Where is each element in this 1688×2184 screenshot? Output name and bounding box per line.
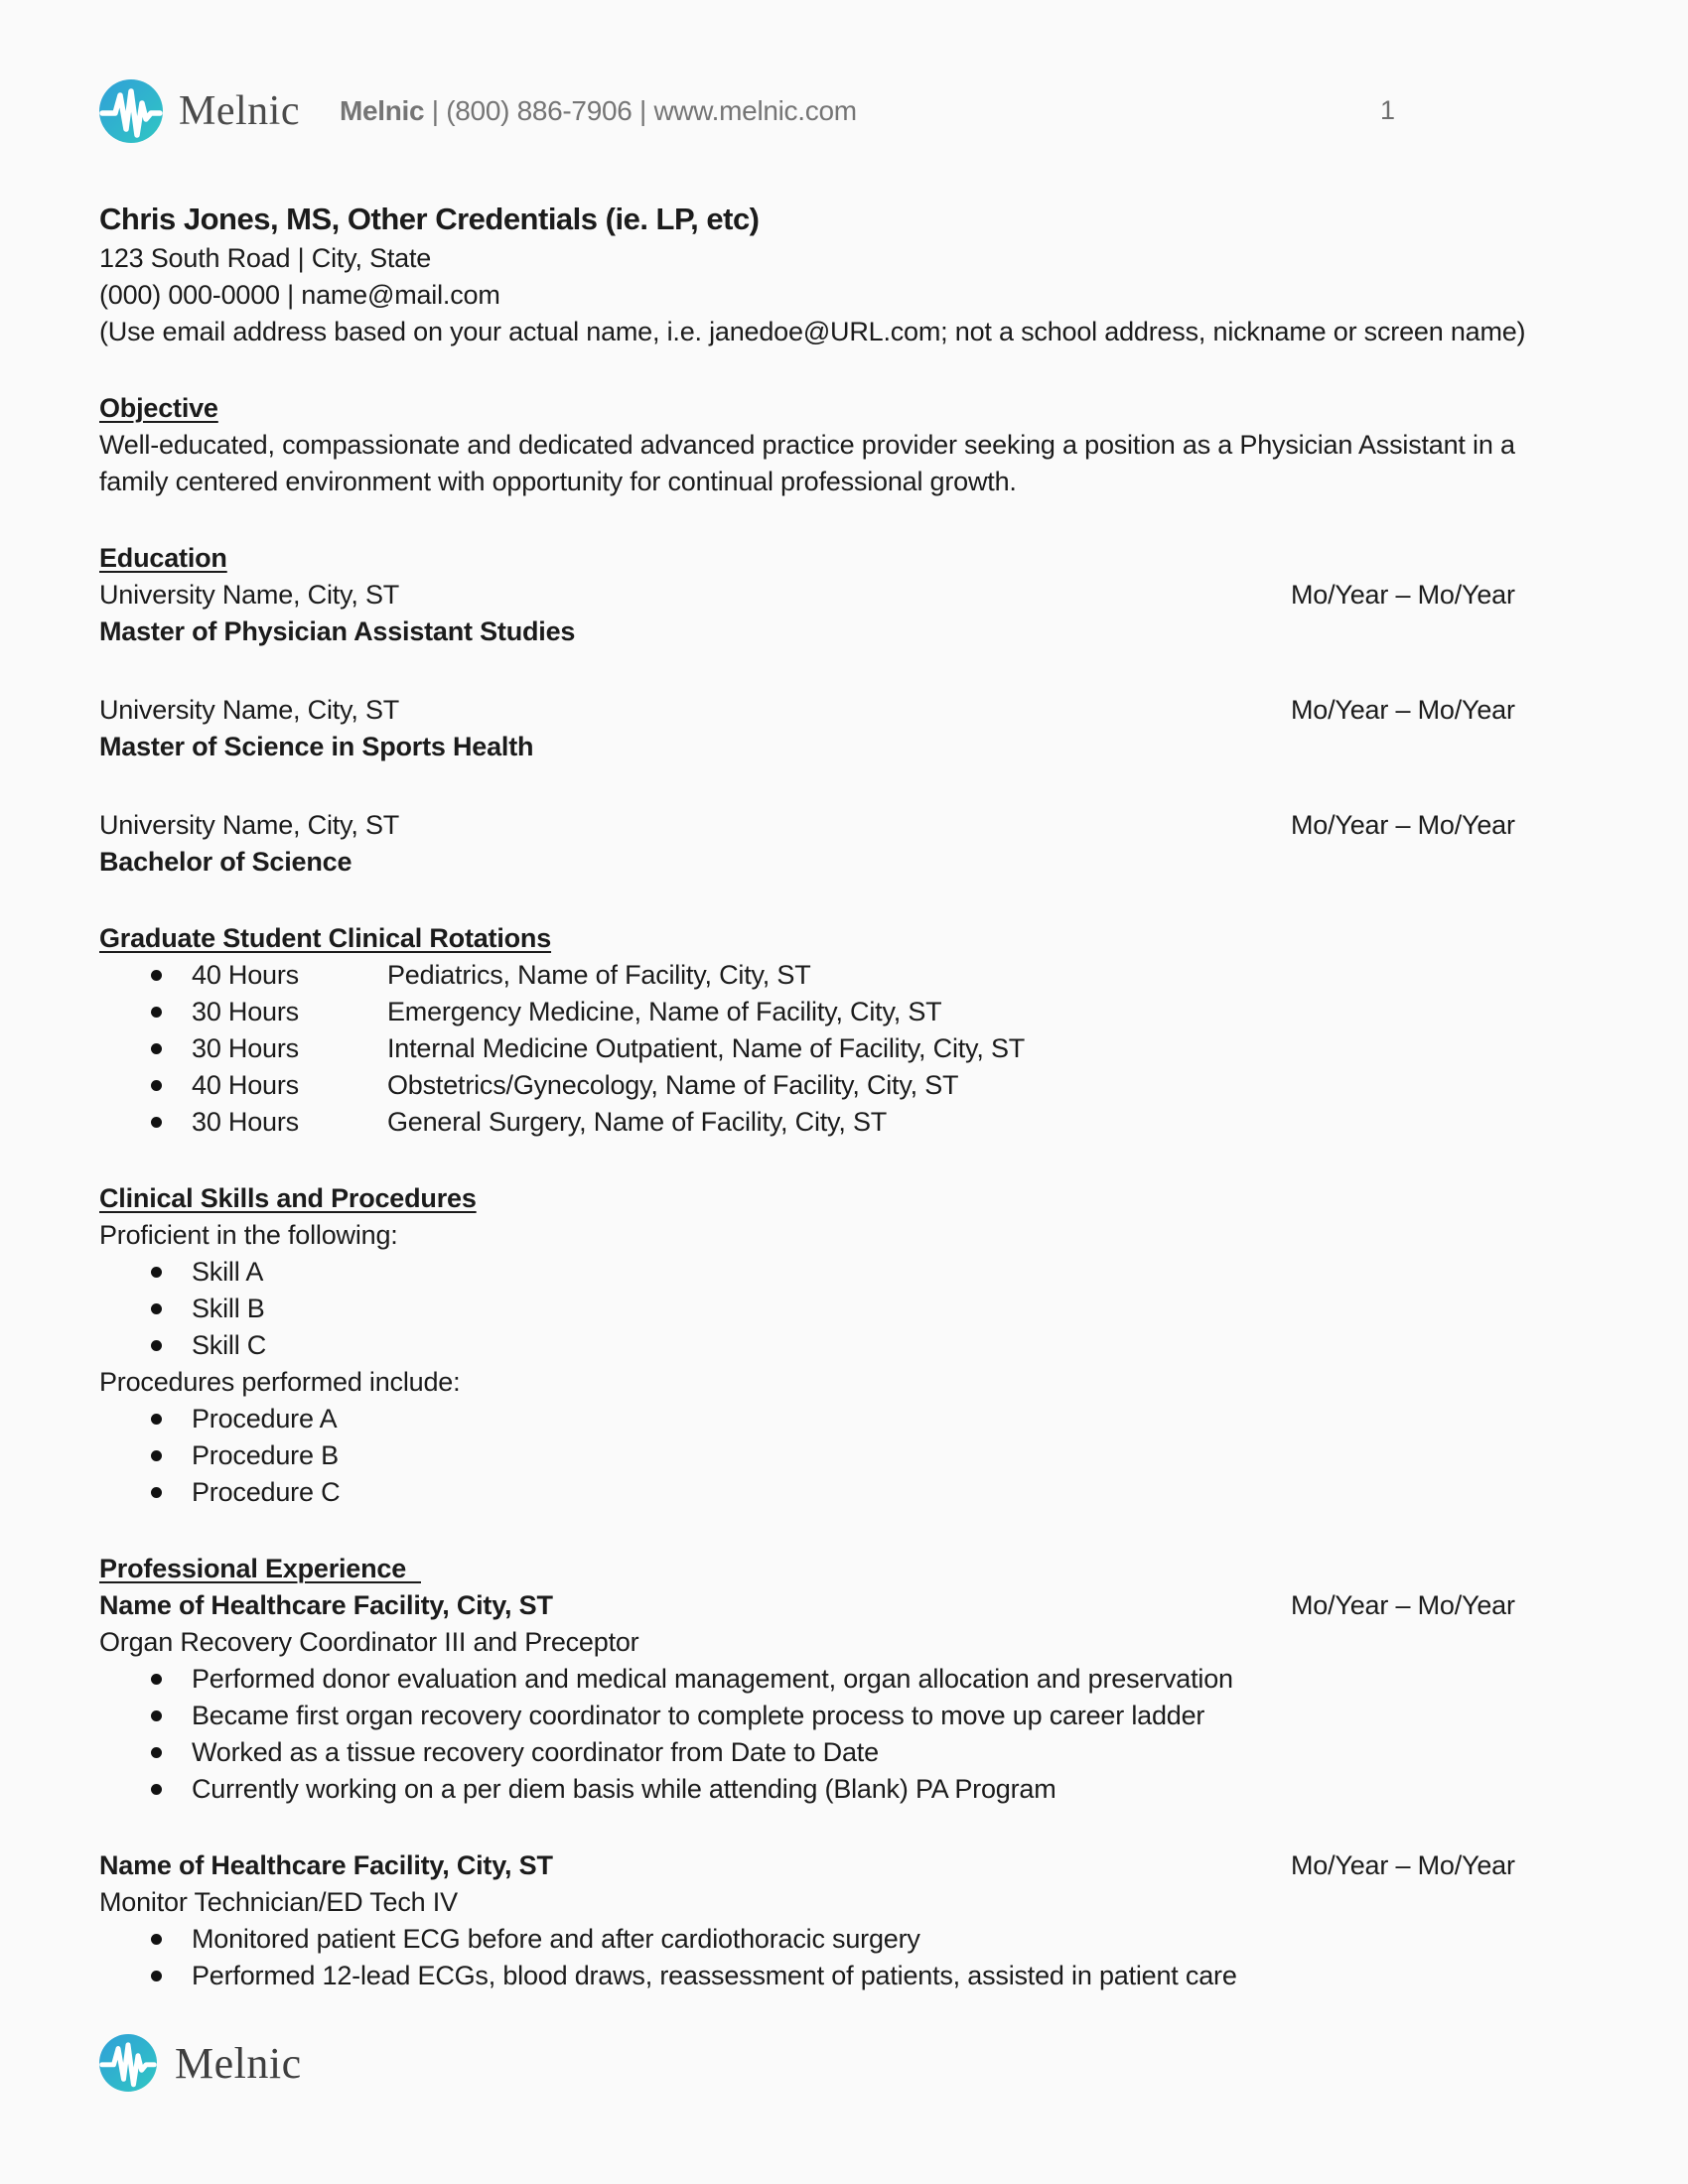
rotation-description: Pediatrics, Name of Facility, City, ST — [387, 960, 811, 990]
candidate-name: Chris Jones, MS, Other Credentials (ie. LP, etc) — [99, 202, 760, 236]
bullet-icon — [151, 1080, 162, 1091]
skill-text: Skill A — [192, 1257, 264, 1287]
bullet-icon — [151, 1340, 162, 1351]
bullet-icon — [151, 1674, 162, 1685]
rotation-item — [99, 994, 1589, 1030]
bullet-icon — [151, 1007, 162, 1018]
page-header — [99, 77, 1589, 145]
job-bullet — [99, 1958, 1589, 1994]
objective-text: Well-educated, compassionate and dedicated advanced practice provider seeking a position as a Physician Assistant in a family centered environment with opportunity for continual professional growth. — [99, 430, 1515, 496]
page-footer — [99, 2034, 1589, 2092]
rotation-item — [99, 1104, 1589, 1141]
job-dates: Mo/Year – Mo/Year — [1291, 1850, 1515, 1880]
bullet-icon — [151, 1487, 162, 1498]
degree-name: Bachelor of Science — [99, 847, 352, 877]
rotation-description: Emergency Medicine, Name of Facility, City, ST — [387, 997, 942, 1026]
rotation-hours: 40 Hours — [192, 1070, 299, 1100]
header-contact — [340, 95, 857, 127]
header-company-name: Melnic — [339, 95, 425, 126]
skills-heading: Clinical Skills and Procedures — [99, 1183, 477, 1213]
rotation-item — [99, 1067, 1589, 1104]
job-title: Organ Recovery Coordinator III and Preceptor — [99, 1627, 639, 1657]
rotation-hours: 30 Hours — [192, 997, 299, 1026]
heading-underline-tail — [406, 1581, 421, 1583]
procedure-item — [99, 1474, 1589, 1511]
bullet-icon — [151, 1450, 162, 1461]
education-entry — [99, 807, 1589, 881]
facility-name: Name of Healthcare Facility, City, ST — [99, 1590, 553, 1620]
job-bullet — [99, 1698, 1589, 1734]
degree-name: Master of Physician Assistant Studies — [99, 616, 576, 646]
identity-block — [99, 199, 1589, 350]
bullet-icon — [151, 1267, 162, 1278]
rotation-description: Obstetrics/Gynecology, Name of Facility, City, ST — [387, 1070, 959, 1100]
procedure-item — [99, 1437, 1589, 1474]
education-heading: Education — [99, 543, 227, 573]
rotation-item — [99, 957, 1589, 994]
skills-proficient-label: Proficient in the following: — [99, 1220, 398, 1250]
job-bullet — [99, 1661, 1589, 1698]
procedure-item — [99, 1401, 1589, 1437]
bullet-icon — [151, 1043, 162, 1054]
school-name: University Name, City, ST — [99, 580, 400, 610]
rotation-hours: 30 Hours — [192, 1033, 299, 1063]
email-note: (Use email address based on your actual name, i.e. janedoe@URL.com; not a school address, nickname or screen name) — [99, 317, 1526, 346]
procedure-text: Procedure B — [192, 1440, 339, 1470]
job-bullet-text: Performed 12-lead ECGs, blood draws, reassessment of patients, assisted in patient care — [192, 1961, 1237, 1990]
bullet-icon — [151, 1117, 162, 1128]
procedure-text: Procedure A — [192, 1404, 338, 1433]
experience-heading: Professional Experience — [99, 1551, 1589, 1587]
job-bullet — [99, 1771, 1589, 1808]
skill-item — [99, 1254, 1589, 1291]
bullet-icon — [151, 1414, 162, 1425]
candidate-address: 123 South Road | City, State — [99, 243, 432, 273]
job-bullet-text: Worked as a tissue recovery coordinator from Date to Date — [192, 1737, 879, 1767]
education-entry — [99, 692, 1589, 765]
education-entry — [99, 577, 1589, 650]
job-bullet-text: Currently working on a per diem basis while attending (Blank) PA Program — [192, 1774, 1056, 1804]
job-dates: Mo/Year – Mo/Year — [1291, 1590, 1515, 1620]
objective-heading: Objective — [99, 393, 218, 423]
school-name: University Name, City, ST — [99, 695, 400, 725]
header-contact-details: | (800) 886-7906 | www.melnic.com — [424, 95, 857, 126]
facility-name: Name of Healthcare Facility, City, ST — [99, 1850, 553, 1880]
job-bullet-text: Monitored patient ECG before and after cardiothoracic surgery — [192, 1924, 920, 1954]
school-name: University Name, City, ST — [99, 810, 400, 840]
logo-wordmark: Melnic — [179, 88, 300, 134]
skill-text: Skill C — [192, 1330, 267, 1360]
education-dates: Mo/Year – Mo/Year — [1291, 580, 1515, 610]
bullet-icon — [151, 1303, 162, 1314]
skill-item — [99, 1291, 1589, 1327]
rotation-hours: 40 Hours — [192, 960, 299, 990]
job-bullet — [99, 1734, 1589, 1771]
rotation-description: Internal Medicine Outpatient, Name of Facility, City, ST — [387, 1033, 1026, 1063]
degree-name: Master of Science in Sports Health — [99, 732, 534, 761]
experience-job — [99, 1587, 1589, 1808]
education-dates: Mo/Year – Mo/Year — [1291, 695, 1515, 725]
skill-item — [99, 1327, 1589, 1364]
procedures-label: Procedures performed include: — [99, 1367, 461, 1397]
experience-job — [99, 1847, 1589, 1994]
job-bullet-text: Performed donor evaluation and medical management, organ allocation and preservation — [192, 1664, 1233, 1694]
bullet-icon — [151, 1934, 162, 1945]
education-dates: Mo/Year – Mo/Year — [1291, 810, 1515, 840]
footer-logo-wordmark: Melnic — [175, 2038, 302, 2088]
bullet-icon — [151, 1784, 162, 1795]
job-bullet-text: Became first organ recovery coordinator to complete process to move up career ladder — [192, 1701, 1205, 1730]
job-title: Monitor Technician/ED Tech IV — [99, 1887, 458, 1917]
page-number: 1 — [1380, 95, 1396, 125]
procedure-text: Procedure C — [192, 1477, 341, 1507]
bullet-icon — [151, 1747, 162, 1758]
melnic-logo-icon — [99, 2034, 157, 2092]
melnic-logo-icon — [99, 79, 163, 143]
bullet-icon — [151, 1971, 162, 1981]
rotation-item — [99, 1030, 1589, 1067]
job-bullet — [99, 1921, 1589, 1958]
bullet-icon — [151, 970, 162, 981]
skill-text: Skill B — [192, 1294, 265, 1323]
rotations-heading: Graduate Student Clinical Rotations — [99, 923, 552, 953]
rotation-description: General Surgery, Name of Facility, City, ST — [387, 1107, 888, 1137]
candidate-phone-email: (000) 000-0000 | name@mail.com — [99, 280, 500, 310]
bullet-icon — [151, 1710, 162, 1721]
rotation-hours: 30 Hours — [192, 1107, 299, 1137]
